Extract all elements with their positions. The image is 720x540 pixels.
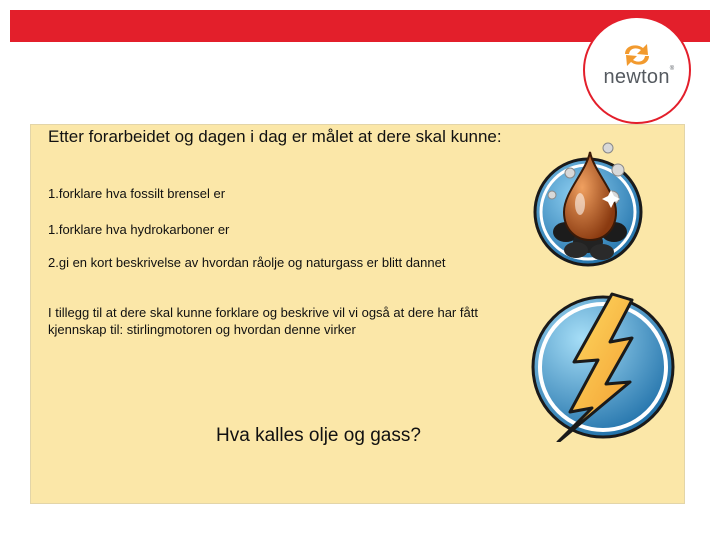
goal-item-1: 1.forklare hva fossilt brensel er — [48, 186, 226, 201]
goal-item-2: 1.forklare hva hydrokarboner er — [48, 222, 230, 237]
oil-drop-coal-icon — [530, 140, 656, 270]
lightning-bolt-icon — [528, 292, 678, 442]
goal-item-3: 2.gi en kort beskrivelse av hvordan råolje og naturgass er blitt dannet — [48, 255, 446, 270]
additional-goal-text: I tillegg til at dere skal kunne forklare og beskrive vil vi også at dere har fått kjennskap til: stirlingmotoren og hvordan denne virker — [48, 305, 478, 337]
question-text: Hva kalles olje og gass? — [216, 425, 421, 446]
learning-goals-heading: Etter forarbeidet og dagen i dag er målet at dere skal kunne: — [48, 127, 502, 146]
newton-logo — [583, 16, 691, 124]
logo-wordmark: newton® — [603, 66, 675, 88]
